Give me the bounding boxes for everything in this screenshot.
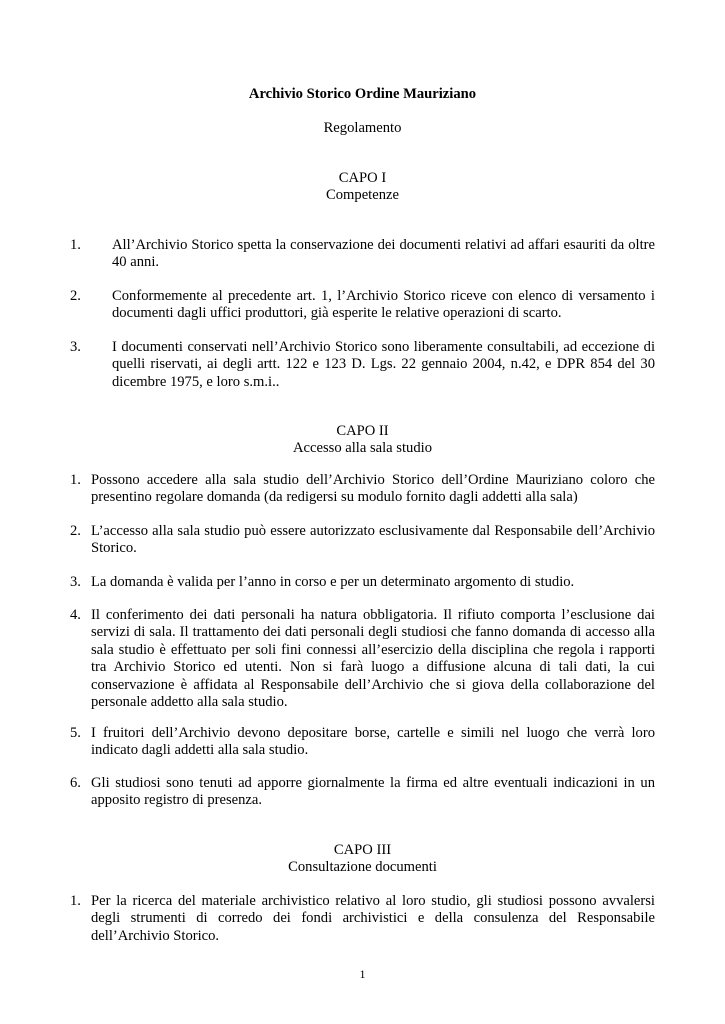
list-item-text: Gli studiosi sono tenuti ad apporre giornalmente la firma ed altre eventuali indicazioni in un apposito registro di presenza.: [91, 775, 655, 809]
document-subtitle: Regolamento: [323, 120, 402, 136]
page-number: 1: [359, 967, 366, 981]
list-item-number: 5.: [70, 725, 81, 741]
list-item-text: La domanda è valida per l’anno in corso e per un determinato argomento di studio.: [91, 574, 575, 590]
list-item: [70, 237, 655, 272]
list-item: [70, 523, 655, 558]
list-item-number: 4.: [70, 607, 81, 623]
list-item-number: 3.: [70, 574, 81, 590]
list-item: [70, 339, 655, 391]
list-item-text: I documenti conservati nell’Archivio Storico sono liberamente consultabili, ad eccezione di quelli riservati, ai degli artt. 122 e 123 D. Lgs. 22 gennaio 2004, n.42, e DPR 854 del 30 dicembre 1975, e loro s.m.i..: [112, 339, 655, 390]
list-item-number: 1.: [70, 472, 81, 488]
list-item-number: 2.: [70, 288, 81, 304]
section-subheading-consultazione: Consultazione documenti: [288, 859, 437, 875]
list-item-number: 1.: [70, 237, 81, 253]
list-item: [70, 288, 655, 323]
document-title: Archivio Storico Ordine Mauriziano: [248, 86, 477, 102]
list-item-number: 1.: [70, 893, 81, 909]
section-heading-capo-3: CAPO III: [333, 842, 392, 858]
section-subheading-competenze: Competenze: [326, 187, 399, 203]
list-item-number: 3.: [70, 339, 81, 355]
list-item-text: Il conferimento dei dati personali ha natura obbligatoria. Il rifiuto comporta l’esclusione dai servizi di sala. Il trattamento dei dati personali degli studiosi che fanno domanda di accesso alla sala studio è effettuato per soli fini connessi all’esercizio della disciplina che regola i rapporti tra Archivio Storico ed utenti. Non si farà luogo a diffusione alcuna di tali dati, la cui conservazione è affidata al Responsabile dell’Archivio che si giova della collaborazione del personale addetto alla sala studio.: [91, 607, 655, 711]
list-item-text: Per la ricerca del materiale archivistico relativo al loro studio, gli studiosi possono avvalersi degli strumenti di corredo dei fondi archivistici e della consulenza del Responsabile dell’Archivio Storico.: [91, 893, 655, 944]
list-item: [70, 775, 655, 810]
list-item-text: Possono accedere alla sala studio dell’Archivio Storico dell’Ordine Mauriziano coloro che presentino regolare domanda (da redigersi su modulo fornito dagli addetti alla sala): [91, 472, 655, 506]
list-item-number: 2.: [70, 523, 81, 539]
list-item: [70, 574, 655, 591]
list-item: [70, 472, 655, 507]
list-item: [70, 893, 655, 945]
list-item-text: L’accesso alla sala studio può essere autorizzato esclusivamente dal Responsabile dell’Archivio Storico.: [91, 523, 655, 557]
list-item-text: I fruitori dell’Archivio devono depositare borse, cartelle e simili nel luogo che verrà loro indicato dagli addetti alla sala studio.: [91, 725, 655, 759]
section-subheading-accesso: Accesso alla sala studio: [292, 440, 432, 456]
section-heading-capo-1: CAPO I: [338, 170, 387, 186]
list-item-text: All’Archivio Storico spetta la conservazione dei documenti relativi ad affari esauriti da oltre 40 anni.: [112, 237, 655, 271]
list-item-text: Conformemente al precedente art. 1, l’Archivio Storico riceve con elenco di versamento i documenti dagli uffici produttori, già esperite le relative operazioni di scarto.: [112, 288, 655, 322]
list-item: [70, 607, 655, 711]
section-heading-capo-2: CAPO II: [336, 423, 389, 439]
list-item-number: 6.: [70, 775, 81, 791]
list-item: [70, 725, 655, 760]
